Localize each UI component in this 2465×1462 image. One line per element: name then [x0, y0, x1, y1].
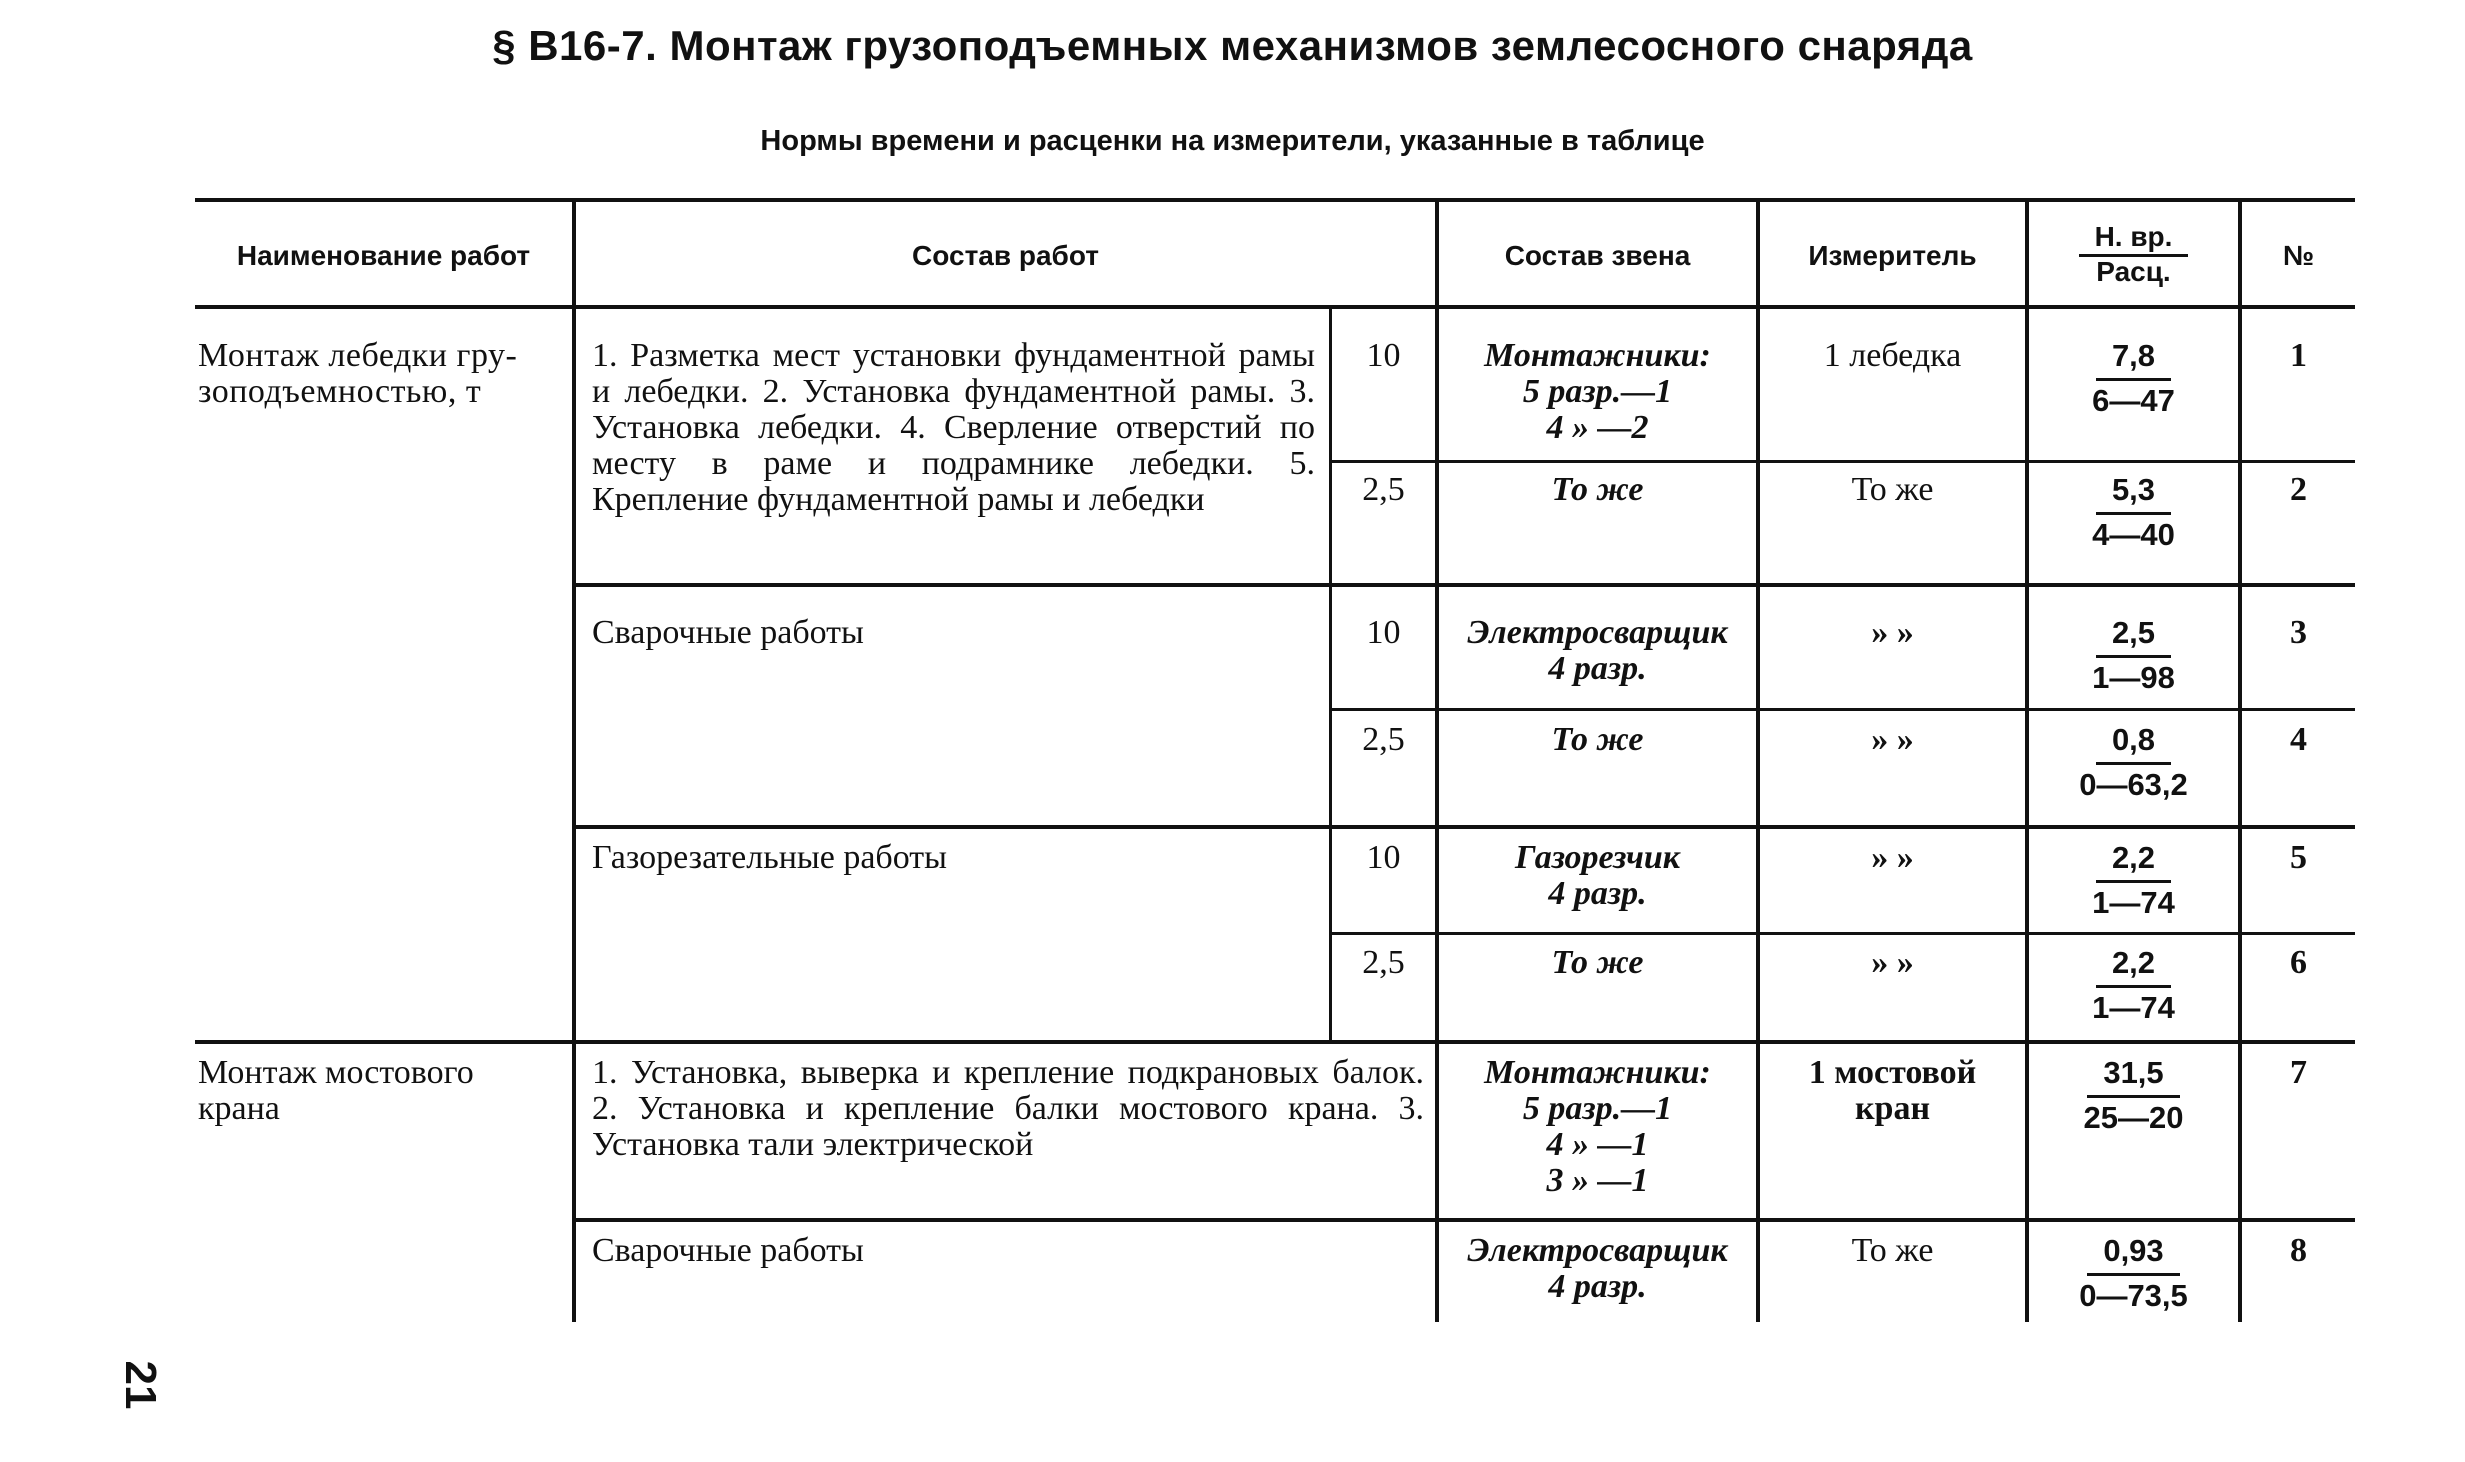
header-num: №	[2282, 240, 2315, 271]
rate-value: 1—74	[2092, 885, 2175, 920]
col-rule	[572, 200, 576, 1322]
header-crew: Состав звена	[1504, 240, 1691, 271]
norm-value: 0,93	[2087, 1231, 2179, 1276]
row-meter: То же	[1851, 1232, 1934, 1269]
row-norm	[2029, 613, 2238, 698]
row-crew: Монтажники: 5 разр.—1 4 » —1 3 » —1	[1484, 1054, 1711, 1199]
row-meter: » »	[1871, 614, 1914, 651]
header-meter: Измеритель	[1808, 240, 1977, 271]
row-number: 7	[2290, 1054, 2307, 1091]
row-crew: То же	[1551, 944, 1644, 981]
norm-value: 2,2	[2096, 943, 2171, 988]
table-subtitle: Нормы времени и расценки на измерители, указанные в таблице	[760, 125, 1705, 157]
header-name: Наименование работ	[236, 240, 531, 271]
row-meter: То же	[1851, 471, 1934, 508]
col-rule	[1329, 307, 1332, 1042]
row-composition: Сварочные работы	[592, 614, 864, 651]
row-norm	[2029, 838, 2238, 923]
row-crew: Монтажники: 5 разр.—1 4 » —2	[1484, 337, 1711, 446]
norm-value: 0,8	[2096, 720, 2171, 765]
rate-value: 1—98	[2092, 660, 2175, 695]
row-capacity: 2,5	[1362, 944, 1405, 981]
row-rule	[575, 583, 2355, 587]
row-meter: 1 мостовой кран	[1808, 1054, 1977, 1127]
table-top-rule	[195, 198, 2355, 202]
row-capacity: 10	[1366, 839, 1401, 876]
row-norm	[2029, 720, 2238, 805]
row-norm	[2029, 943, 2238, 1028]
row-crew: Электросварщик 4 разр.	[1467, 614, 1728, 687]
row-rule	[575, 825, 2355, 829]
row-crew: Электросварщик 4 разр.	[1467, 1232, 1728, 1305]
row-capacity: 10	[1366, 337, 1401, 374]
row-composition: Сварочные работы	[592, 1232, 864, 1269]
header-norm	[2029, 222, 2238, 287]
header-bottom-rule	[195, 305, 2355, 309]
row-norm	[2029, 470, 2238, 555]
section-title: § В16-7. Монтаж грузоподъемных механизмов землесосного снаряда	[492, 22, 1973, 69]
norm-value: 5,3	[2096, 470, 2171, 515]
row-number: 2	[2290, 471, 2307, 508]
row-meter: » »	[1871, 944, 1914, 981]
row-rule	[575, 1218, 2355, 1222]
rate-value: 0—73,5	[2079, 1278, 2188, 1313]
row-meter: » »	[1871, 839, 1914, 876]
row-composition-crane: 1. Установка, выверка и крепление подкрановых балок. 2. Установка и крепление балки мостового крана. 3. Установка тали электрической	[592, 1054, 1424, 1163]
norm-value: 2,2	[2096, 838, 2171, 883]
row-meter: » »	[1871, 721, 1914, 758]
rate-value: 25—20	[2083, 1100, 2184, 1135]
page-number: 21	[116, 1360, 165, 1410]
row-name-winch: Монтаж лебедки гру- зоподъемностью, т	[198, 337, 518, 410]
row-name-crane: Монтаж мостового крана	[198, 1054, 474, 1127]
row-norm	[2029, 1053, 2238, 1138]
row-number: 1	[2290, 337, 2307, 374]
row-rule	[195, 1040, 2355, 1044]
header-norm-top: Н. вр.	[2079, 222, 2189, 257]
rate-value: 4—40	[2092, 517, 2175, 552]
row-rule	[1332, 460, 2355, 463]
row-norm	[2029, 1231, 2238, 1316]
rate-value: 0—63,2	[2079, 767, 2188, 802]
rate-value: 1—74	[2092, 990, 2175, 1025]
row-composition: Газорезательные работы	[592, 839, 947, 876]
norm-value: 7,8	[2096, 336, 2171, 381]
row-crew: То же	[1551, 471, 1644, 508]
row-number: 3	[2290, 614, 2307, 651]
row-capacity: 10	[1366, 614, 1401, 651]
header-norm-bottom: Расц.	[2096, 256, 2171, 287]
norm-value: 31,5	[2087, 1053, 2179, 1098]
row-rule	[1332, 932, 2355, 935]
header-composition: Состав работ	[912, 240, 1099, 271]
row-crew: То же	[1551, 721, 1644, 758]
row-norm	[2029, 336, 2238, 421]
row-number: 8	[2290, 1232, 2307, 1269]
row-capacity: 2,5	[1362, 721, 1405, 758]
rate-value: 6—47	[2092, 383, 2175, 418]
row-number: 6	[2290, 944, 2307, 981]
row-capacity: 2,5	[1362, 471, 1405, 508]
row-meter: 1 лебедка	[1823, 337, 1962, 374]
row-composition-winch: 1. Разметка мест установки фундаментной рамы и лебедки. 2. Установка фундаментной рамы. 3. Установка лебедки. 4. Сверление отверстий по месту в раме и подрамнике лебедки. 5. Крепление фундаментной рамы и лебедки	[592, 337, 1315, 518]
row-rule	[1332, 708, 2355, 711]
norm-value: 2,5	[2096, 613, 2171, 658]
row-number: 5	[2290, 839, 2307, 876]
row-crew: Газорезчик 4 разр.	[1515, 839, 1680, 912]
row-number: 4	[2290, 721, 2307, 758]
